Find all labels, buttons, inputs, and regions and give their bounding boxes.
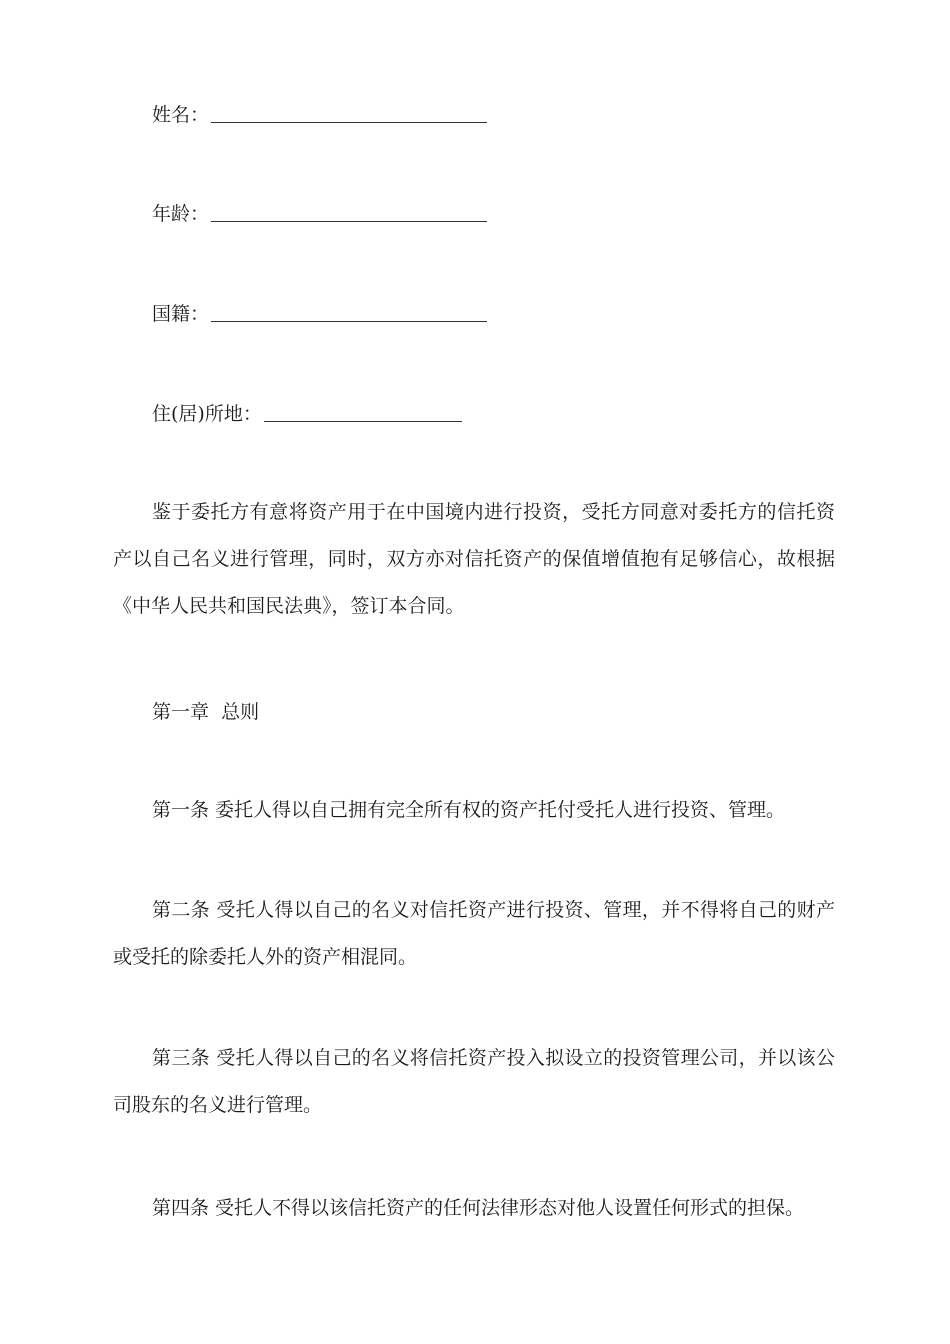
nationality-field	[152, 303, 487, 325]
article-4: 第四条 受托人不得以该信托资产的任何法律形态对他人设置任何形式的担保。	[152, 1197, 805, 1219]
age-field	[152, 203, 487, 225]
preamble-paragraph: 鉴于委托方有意将资产用于在中国境内进行投资，受托方同意对委托方的信托资产以自己名义进行管理，同时，双方亦对信托资产的保值增值抱有足够信心，故根据《中华人民共和国民法典》，签订本合同。	[113, 501, 835, 617]
name-blank-line[interactable]	[211, 122, 487, 123]
residence-field	[152, 403, 462, 425]
age-blank-line[interactable]	[211, 221, 487, 222]
residence-label: 住(居)所地：	[152, 403, 262, 425]
age-label: 年龄：	[152, 203, 210, 225]
name-label: 姓名：	[152, 104, 210, 126]
residence-blank-line[interactable]	[264, 421, 462, 422]
nationality-blank-line[interactable]	[211, 321, 487, 322]
article-3: 第三条 受托人得以自己的名义将信托资产投入拟设立的投资管理公司，并以该公司股东的名义进行管理。	[113, 1047, 835, 1116]
article-2: 第二条 受托人得以自己的名义对信托资产进行投资、管理，并不得将自己的财产或受托的除委托人外的资产相混同。	[113, 899, 835, 968]
name-field	[152, 104, 487, 126]
nationality-label: 国籍：	[152, 303, 210, 325]
chapter-title: 第一章 总则	[152, 701, 260, 723]
article-1: 第一条 委托人得以自己拥有完全所有权的资产托付受托人进行投资、管理。	[152, 799, 786, 821]
